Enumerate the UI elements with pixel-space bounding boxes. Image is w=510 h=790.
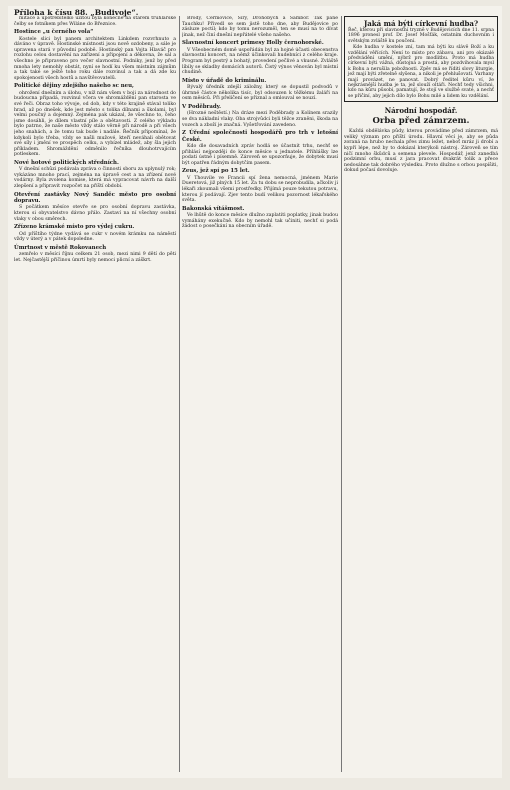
boxed-article-title: Jaká má býti církevní hudba? xyxy=(363,19,479,28)
news-item-heading: Z Úřední společnosti hospodářů pro trh v letošní České. xyxy=(182,130,338,143)
news-item xyxy=(14,160,176,190)
article-text: Každá obdělávka půdy, kterou provádíme před zámrzem, má veliký význam pro příští úrodu. Hlavní věcí je, aby se půda zoraná na hrubo nechala přes zimu ležet, neboť mráz ji drobí a kypří lépe, než by to dokázal kterýkoli nástroj. Zároveň se tím ničí mnoho škůdců a semena plevele. Hospodář, jenž zanedbá podzimní orbu, musí z jara pracovat dvakrát tolik a přece nedosáhne tak dobrého výsledku. Proto dlužno s orbou pospíšiti, dokud počasí dovoluje. xyxy=(344,129,498,174)
news-item-text: (Hrozné neštěstí.) Na dráze mezi Poděbrady a Kolínem srazily se dva nákladní vlaky. Oba strojvůdci byli těžce zraněni, škoda na vozech a zboží je značná. Vyšetřování zavedeno. xyxy=(182,111,338,128)
news-item-text: Brody, Čermovice, Sirý, Drohobych a Sambor. Tak pane Tauchku! Přivedl se sem jistě toho dne, aby Budějovice po zásluze poctil; kdo by tomu nerozuměl, ten se musí na to dívat jinak, než činí dnešní nepřátelé všeho našeho. xyxy=(182,16,338,38)
column-3 xyxy=(344,16,498,772)
news-item-text: V dnešní schůzi podávala zpráva o činnosti sboru za uplynulý rok; vykázáno mnoho prací, zejména na úpravě cest a na zřízení nové vodárny. Byla zvolena komise, která má vypracovat návrh na další zlepšení a připravit rozpočet na příští období. xyxy=(14,167,176,190)
boxed-article-intro: Řeč, kterou při slavnostní tryzně v Budějovicích dne 11. srpna 1896 pronesl prof. Dr. Josef Mošťák, ostatním duchovním i světským zvláště ku poučení. xyxy=(348,28,494,44)
news-item xyxy=(14,29,176,81)
news-item xyxy=(14,224,176,243)
news-item-heading: Zeus, jež spí po 15 let. xyxy=(182,168,250,175)
page-header: Příloha k čísu 88. „Budivoje“. xyxy=(14,8,139,17)
column-divider xyxy=(179,16,180,772)
news-item-heading: Nové hotové politických středních. xyxy=(14,159,119,166)
column-2 xyxy=(182,16,338,772)
news-item-heading: Místo v úřadě do kriminálu. xyxy=(182,77,267,84)
news-item xyxy=(182,104,338,128)
news-item xyxy=(14,83,176,158)
news-item-heading: Hostince „u černého vola“ xyxy=(14,29,94,36)
news-item-text: S počátkem měsíce otevře se pro osobní dopravu zastávka, kterou si obyvatelstvo dávno přálo. Zastaví na ní všechny osobní vlaky v obou směrech. xyxy=(14,205,176,222)
news-item-text: Kdo dle dosavadních zpráv hodlá se účastnit trhu, nechť se přihlásí nejpozději do konce měsíce u jednatele. Přihlášky lze podati ústně i písemně. Zároveň se upozorňuje, že dobytek musí být opatřen řádným dobytčím pasem. xyxy=(182,143,338,166)
news-item-text: Bývalý úředník zdejší záložny, který se dopustil podvodů v úhrnné částce několika tisíc, byl odsouzen k těžkému žaláři na osm měsíců. Při přelíčení se přiznal a omlouval se nouzí. xyxy=(182,85,338,102)
boxed-article-text: Kde hudba v kostele zní, tam má býti ku slávě Boží a ku vzdělání věřících. Není to místo pro zábavu, ani pro okázalé předvádění umění, nýbrž pro modlitbu. Proto má hudba církevní býti vážná, důstojná a prostá, aby pozdvihovala mysl k Bohu a nerušila pobožnosti. Zpěv má se říditi slovy liturgie, jež mají býti zřetelně slyšena, a nikoli je přehlušovati. Varhany mají provázet, ne panovat. Dobrý ředitel kůru ví, že nejkrásnější hudba je ta, jež slouží oltáři. Nechť tedy všichni, kdo na kůru působí, pamatují, že stojí ve službě svaté, a nechť se přičiní, aby jejich dílo bylo Bohu milé a lidem ku vzdělání. xyxy=(348,45,494,99)
news-item-heading: Politické dějiny zdejšího našeho sc neu, xyxy=(14,83,134,90)
news-item xyxy=(14,245,176,264)
news-item-text: mitače a upotřebitelko užitou byla konečně na starém truhlářské čelby se fotníkem přes Wiláne do Březnice. xyxy=(14,16,176,27)
news-item-heading: Slavnostní koncert primesy Holly černohorské. xyxy=(182,40,324,47)
news-item-heading: V Poděbrady. xyxy=(182,103,222,110)
news-item-heading: Zřízeno krámské místo pro výdej cukru. xyxy=(14,224,135,231)
news-item-text: Kostele slici byl panem architektem Linkdem rozvrhnuto a dáváno v úpravě. Hostinské místnosti jsou nově ozdobeny, a sále je upravena stará v původní podobě. Hostinský pan Vojta Hlaváč pro rozlohu celou dostavění na zařízení a připojení a děkovna, že sál a všechno je připraveno pro večer slavnostní. Podniky, jenž by před mnoha lety nemohly obstát, nyní se hodí ku všem místním zájmům a tak také se ještě toho roku dále rozvinul a tak a dá zde ku spokojenosti všech hostů a navštěvovatelů. xyxy=(14,36,176,81)
news-item xyxy=(182,206,338,230)
news-item-text: Ve lhůtě do konce měsíce dlužno zaplatiti poplatky, jinak budou vymáhány exekučně. Kdo by nemohl tak učiniti, nechť si podá žádost o posečkání na obecním úřadě. xyxy=(182,213,338,230)
column-1 xyxy=(14,16,176,772)
news-item xyxy=(14,16,176,27)
section-rubric: Národní hospodář. xyxy=(384,106,458,116)
news-item-heading: Otevření zastávky Nový Sanděc město pro osobní dopravu. xyxy=(14,191,176,205)
news-item-text: V Thouvile ve Francii spí žena nemocná, jménem Marie Dueretová, již plných 15 let. Za tu dobu se neprobudila, ačkoliv ji lékaři zkoumali všemi prostředky. Přijímá pouze tekutou potravu, kterou jí podávají. Zjev tento budí velikou pozornost lékařského světa. xyxy=(182,175,338,204)
newspaper-page xyxy=(8,6,502,778)
news-item xyxy=(182,40,338,75)
news-item xyxy=(182,78,338,102)
news-item xyxy=(182,16,338,38)
news-item xyxy=(182,168,338,203)
news-item-heading: Úmrtnost v městě Rokovanech xyxy=(14,244,107,251)
news-item-text: ohrožení dnešním a úlohu, v níž nám všem v boji za národnost do budoucna připadá, rozvinul včera ve shromáždění pan starosta ve své řeči. Obraz toho vývoje, od dob, kdy v této krajině stával toliko hrad, až po dnešek, kde jest město s tolika dílnami a školami, byl velmi poučný a dojemný. Zejména pak ukázal, že všechno to, čeho jsme dosáhli, je dílem vlastní píle a obětavosti. Z celého výkladu bylo patrno, že naše město vždy stálo věrně při národě a při všech jeho snahách, a že tomu tak bude i nadále. Řečník připomínal, že kdykoli bylo třeba, vždy se našli mužové, kteří neváhali obětovat své síly i jmění ve prospěch celku, a vybízel mládež, aby šla jejich příkladem. Shromáždění odměnilo řečníka dlouhotrvajícím potleskem. xyxy=(14,90,176,158)
news-item-text: Od příštího týdne vydává se cukr v novém krámku na náměstí vždy v úterý a v pátek dopoledne. xyxy=(14,231,176,243)
news-item-heading: Bakonská vítášmost. xyxy=(182,205,245,212)
news-item xyxy=(182,130,338,166)
news-item-text: zemřelo v měsíci říjnu celkem 21 osob, mezi nimi 9 dětí do pěti let. Nejčastější příčinou úmrtí byly nemoci plicní a záškrt. xyxy=(14,252,176,263)
column-divider xyxy=(341,16,342,772)
boxed-article xyxy=(344,16,498,102)
news-item-text: V Všeobecném domě uspořádán byl za hojné účasti obecenstva slavnostní koncert, na němž účinkovali hudebníci z celého kraje. Program byl pestrý a bohatý, provedení pečlivé a vkusné. Zvláště líbily se skladby domácích autorů. Čistý výnos věnován byl místní chudině. xyxy=(182,47,338,76)
article-title: Orba před zámrzem. xyxy=(372,116,470,127)
news-item xyxy=(14,192,176,223)
